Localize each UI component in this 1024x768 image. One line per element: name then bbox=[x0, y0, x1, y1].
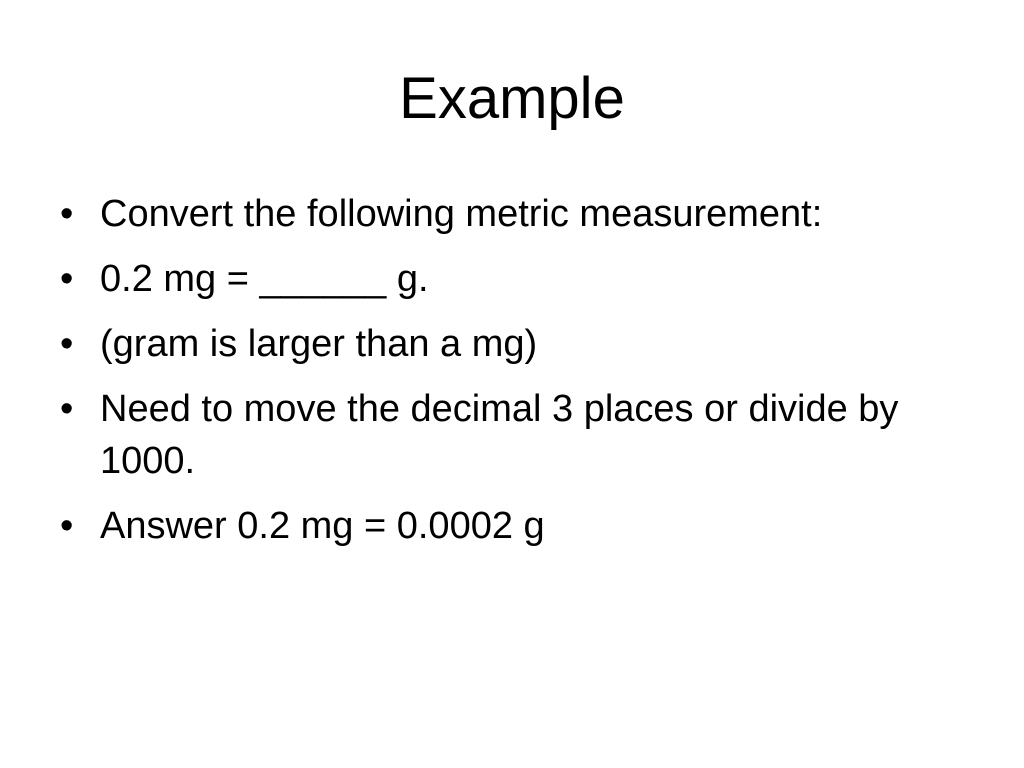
bullet-text: Convert the following metric measurement: bbox=[100, 193, 823, 235]
slide-title: Example bbox=[399, 66, 625, 131]
bullet-text: Need to move the decimal 3 places or divide by 1000. bbox=[100, 388, 899, 482]
bullet-dot-icon: • bbox=[60, 505, 74, 547]
bullet-text: Answer 0.2 mg = 0.0002 g bbox=[100, 505, 545, 547]
bullet-dot-icon: • bbox=[60, 258, 74, 300]
bullet-text: (gram is larger than a mg) bbox=[100, 323, 538, 365]
bullet-item-hint bbox=[60, 318, 960, 370]
bullet-dot-icon: • bbox=[60, 193, 74, 235]
bullet-item-convert bbox=[60, 188, 960, 240]
bullet-dot-icon: • bbox=[60, 388, 74, 430]
bullet-list bbox=[60, 188, 960, 565]
bullet-item-answer bbox=[60, 500, 960, 552]
bullet-dot-icon: • bbox=[60, 323, 74, 365]
bullet-item-question bbox=[60, 253, 960, 305]
bullet-text: 0.2 mg = ______ g. bbox=[100, 258, 429, 300]
bullet-item-method bbox=[60, 383, 960, 487]
